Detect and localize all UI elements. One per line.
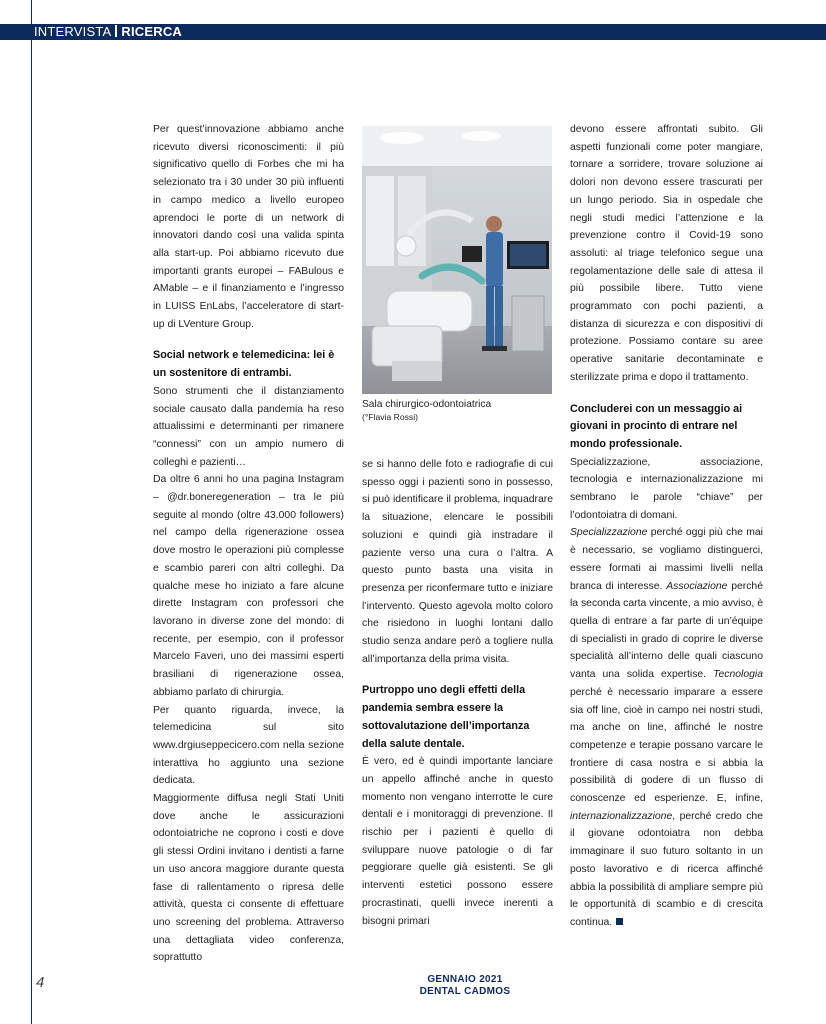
issue-date: GENNAIO 2021 — [427, 974, 503, 985]
text-column-1 — [153, 121, 344, 967]
keyword-internazionalizzazione: internazionalizzazione — [570, 810, 673, 822]
paragraph: Per quanto riguarda, invece, la telemedicina sul sito www.drgiuseppecicero.com nella sezione interattiva ho aggiunto una sezione dedicata. — [153, 704, 344, 787]
end-of-article-square-icon — [616, 918, 623, 925]
section-name: INTERVISTA — [34, 24, 112, 39]
magazine-footer — [410, 974, 520, 998]
text-column-3 — [570, 121, 763, 932]
section-label — [34, 24, 182, 40]
margin-rule — [31, 0, 32, 1024]
text-column-2 — [362, 456, 553, 930]
keyword-specializzazione: Specializzazione — [570, 527, 648, 539]
section-separator — [115, 25, 117, 37]
paragraph: Da oltre 6 anni ho una pagina Instagram – @dr.boneregeneration – tra le più seguite al mondo (oltre 43.000 followers) nel campo della rigenerazione ossea dove mostro le operazioni più complesse e scambio pareri con altri colleghi. Da qualche mese ho iniziato a fare alcune dirette Instagram con professori che lavorano in diverse zone del mondo: di recente, per esempio, con il professor Marcelo Faveri, uno dei massimi esperti brasiliani di rigenerazione ossea, abbiamo parlato di chirurgia. — [153, 474, 344, 698]
interview-question: Social network e telemedicina: lei è un sostenitore di entrambi. — [153, 349, 335, 380]
text-run: perché è necessario imparare a essere sia off line, cioè in campo nei nostri studi, ma anche on line, affinché le nostre competenze e terapie possano varcare le frontiere di casa nostra e si abbia la possibilità di godere di un flusso di conoscenze ed esperienze. E, infine, — [570, 686, 763, 805]
surgery-room-illustration — [362, 126, 552, 394]
text-run: perché la seconda carta vincente, a mio avviso, è quella di entrare a far parte di un’équipe di specialisti in grado di coprire le diverse specialità all’interno delle quali ciascuno vanta una solida expertise. — [570, 580, 763, 681]
text-run: perché oggi più che mai è necessario, se vogliamo distinguerci, essere formati ai massimi livelli nella branca di interesse. — [570, 527, 763, 592]
subsection-name: RICERCA — [121, 24, 182, 39]
paragraph: Maggiormente diffusa negli Stati Uniti dove anche le assicurazioni odontoiatriche ne coprono i costi e dove gli stessi Ordini invitano i dentisti a farne un uso ancora maggiore durante questa fase di rallentamento o ripresa delle attività, questa ci consente di effettuare uno screening del problema. Attraverso una dettagliata video conferenza, soprattutto — [153, 793, 344, 964]
paragraph — [570, 524, 763, 931]
interview-question: Concluderei con un messaggio ai giovani in procinto di entrare nel mondo professionale. — [570, 402, 743, 450]
photo-credit: (°Flavia Rossi) — [362, 412, 418, 422]
paragraph: Specializzazione, associazione, tecnologia e internazionalizzazione mi sembrano le parole “chiave” per l’odontoiatra di domani. — [570, 456, 763, 521]
keyword-associazione: Associazione — [666, 580, 728, 592]
surgery-room-photo — [362, 126, 552, 394]
magazine-name: DENTAL CADMOS — [419, 986, 511, 997]
photo-caption — [362, 398, 552, 424]
page-number: 4 — [36, 974, 45, 991]
paragraph: se si hanno delle foto e radiografie di cui spesso oggi i pazienti sono in possesso, si può identificare il problema, inquadrare la situazione, elencare le possibili soluzioni e quindi già instradare il paziente verso una cura o l’altra. A questo punto basta una visita in presenza per riconfermare tutto e iniziare l’intervento. Questo agevola molto coloro che risiedono in luoghi lontani dallo studio senza andare però a togliere nulla all’importanza della prima visita. — [362, 459, 553, 665]
interview-question: Purtroppo uno degli effetti della pandemia sembra essere la sottovalutazione dell’importanza della salute dentale. — [362, 684, 530, 750]
caption-text: Sala chirurgico-odontoiatrica — [362, 399, 492, 410]
keyword-tecnologia: Tecnologia — [713, 669, 763, 681]
paragraph: devono essere affrontati subito. Gli aspetti funzionali come poter mangiare, tornare a sorridere, trovare soluzione ai dolori non devono essere trascurati per un lungo periodo. Sia in ospedale che negli studi medici l’attenzione e la prevenzione contro il Covid-19 sono assoluti: al triage telefonico segue una regolamentazione delle sale di attesa il più possibile libere. Tutto viene programmato con pochi pazienti, a distanza di sicurezza e con dispositivi di protezione. Possiamo contare su aree operative sanitarie decontaminate e sterilizzate prima e dopo il trattamento. — [570, 124, 763, 383]
text-run: , perché credo che il giovane odontoiatra non debba immaginare il suo futuro soltanto in un posto lavorativo e di ricerca affinché abbia la possibilità di ampliare sempre più le opportunità di scambio e di crescita continua. — [570, 810, 763, 928]
paragraph: Sono strumenti che il distanziamento sociale causato dalla pandemia ha reso attualissimi e determinanti per rimanere “connessi” con un ampio numero di colleghi e pazienti… — [153, 385, 344, 468]
paragraph: Per quest’innovazione abbiamo anche ricevuto diversi riconoscimenti: il più significativo quello di Forbes che mi ha selezionato tra i 30 under 30 più influenti in campo medico a livello europeo aprendoci le porte di un network di innovatori dando così una valida spinta alla start-up. Poi abbiamo ricevuto due importanti grants europei – FABulous e AMable – e il finanziamento e l’ingresso in LUISS EnLabs, l’acceleratore di start-up di LVenture Group. — [153, 124, 344, 330]
paragraph: È vero, ed è quindi importante lanciare un appello affinché anche in questo momento non vengano interrotte le cure dentali e i monitoraggi di prevenzione. Il rischio per i pazienti è quello di sviluppare nuove patologie o di far peggiorare quelle già esistenti. Se gli interventi estetici possono essere procrastinati, quelli invece inerenti a bisogni primari — [362, 756, 553, 927]
section-header-bar — [0, 24, 826, 40]
